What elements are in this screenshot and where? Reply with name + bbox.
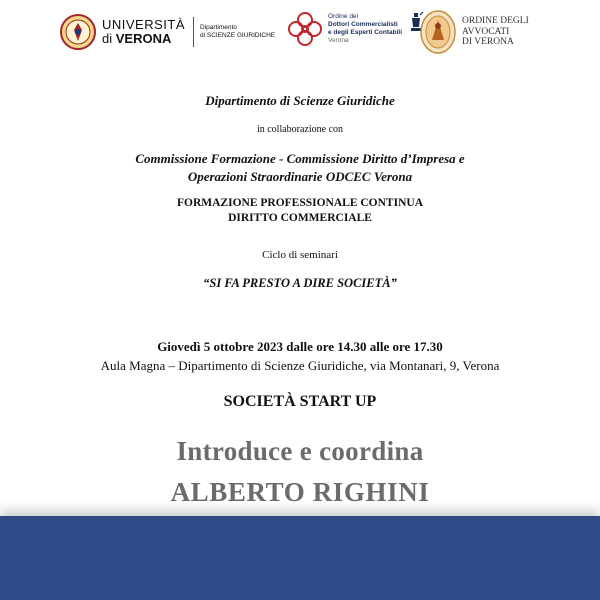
- univr-department: [200, 24, 275, 40]
- collaboration-label: in collaborazione con: [256, 124, 344, 135]
- avvocati-text: [462, 16, 529, 48]
- univr-line1: UNIVERSITÀ: [102, 17, 186, 32]
- odcec-flower-icon: [286, 10, 324, 48]
- odcec-line1: Ordine dei: [328, 13, 358, 20]
- avvocati-line2: AVVOCATI: [462, 26, 510, 37]
- department-title: Dipartimento di Scienze Giuridiche: [205, 93, 395, 108]
- odcec-logo: [286, 10, 402, 48]
- series-title: “SI FA PRESTO A DIRE SOCIETÀ”: [203, 276, 397, 290]
- univr-line2-prefix: di: [102, 31, 113, 46]
- univr-line2-name: VERONA: [115, 31, 172, 46]
- commission-line-2: Operazioni Straordinarie ODCEC Verona: [187, 169, 413, 184]
- odcec-line4: Verona: [328, 37, 349, 44]
- event-venue: Aula Magna – Dipartimento di Scienze Giuridiche, via Montanari, 9, Verona: [100, 358, 500, 373]
- univr-dept-line1: Dipartimento: [200, 24, 237, 31]
- odcec-text: [328, 13, 402, 45]
- commission-line-1: Commissione Formazione - Commissione Diritto d’Impresa e: [135, 151, 465, 166]
- header-logos: [0, 0, 600, 70]
- event-date-time: Giovedì 5 ottobre 2023 dalle ore 14.30 alle ore 17.30: [157, 339, 443, 354]
- univr-seal-icon: [60, 14, 96, 50]
- univr-divider: [193, 17, 194, 47]
- avvocati-line1: ORDINE DEGLI: [462, 16, 529, 27]
- avvocati-line3: DI VERONA: [462, 37, 514, 48]
- univr-name: [102, 18, 185, 46]
- session-title: SOCIETÀ START UP: [223, 393, 377, 410]
- univr-dept-line2: di SCIENZE GIURIDICHE: [200, 32, 276, 39]
- training-line-1: FORMAZIONE PROFESSIONALE CONTINUA: [177, 197, 423, 209]
- coordinator-name: ALBERTO RIGHINI: [170, 477, 430, 507]
- avvocati-logo: [420, 10, 529, 54]
- training-line-2: DIRITTO COMMERCIALE: [228, 212, 372, 224]
- odcec-line2: Dottori Commercialisti: [328, 21, 398, 28]
- series-label: Ciclo di seminari: [262, 249, 338, 261]
- univr-logo: [60, 14, 275, 50]
- intro-label: Introduce e coordina: [176, 436, 424, 466]
- bottom-color-band: [0, 516, 600, 600]
- avvocati-seal-icon: [420, 10, 456, 54]
- odcec-line3: e degli Esperti Contabili: [328, 29, 403, 36]
